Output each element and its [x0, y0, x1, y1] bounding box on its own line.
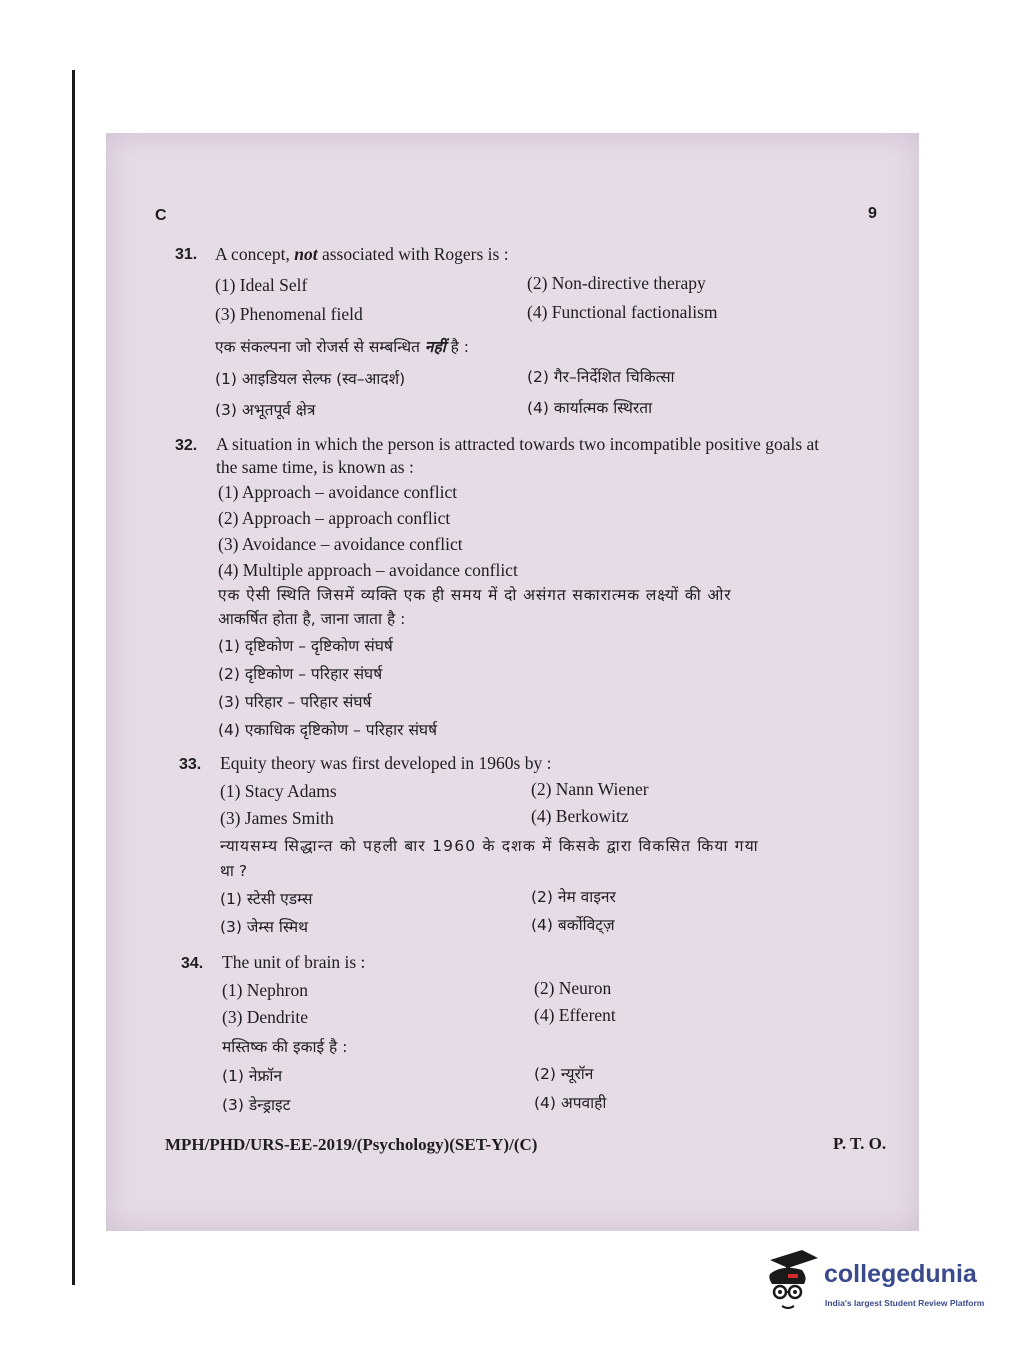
option-hi-3: (3) डेन्ड्राइट: [222, 1096, 291, 1114]
option-hi-2: (2) न्यूरॉन: [534, 1065, 594, 1083]
question-text-hi-line1: न्यायसम्य सिद्धान्त को पहली बार 1960 के दशक में किसके द्वारा विकसित किया गया: [220, 837, 759, 855]
brand-name: collegedunia: [824, 1260, 977, 1288]
question-text-hi-line2: था ?: [220, 862, 248, 880]
question-number: 32.: [175, 437, 198, 454]
option-en-3: (3) Avoidance – avoidance conflict: [218, 534, 463, 554]
option-hi-4: (4) अपवाही: [534, 1094, 607, 1112]
scan-edge: [72, 70, 75, 1285]
question-text-en-line2: the same time, is known as :: [216, 457, 414, 477]
option-hi-3: (3) परिहार – परिहार संघर्ष: [218, 693, 372, 711]
question-number: 34.: [181, 955, 204, 972]
question-text-en: Equity theory was first developed in 1960s by :: [220, 753, 552, 773]
set-letter: C: [155, 207, 167, 224]
option-hi-2: (2) नेम वाइनर: [531, 888, 616, 906]
question-text-en: The unit of brain is :: [222, 952, 366, 972]
brand-tagline: India's largest Student Review Platform: [825, 1298, 985, 1308]
collegedunia-watermark: [762, 1248, 1002, 1328]
option-en-4: (4) Functional factionalism: [527, 302, 718, 322]
question-text-en-line1: A situation in which the person is attracted towards two incompatible positive goals at: [216, 434, 820, 454]
option-en-4: (4) Efferent: [534, 1005, 616, 1025]
option-hi-3: (3) जेम्स स्मिथ: [220, 918, 309, 936]
option-en-2: (2) Approach – approach conflict: [218, 508, 451, 528]
option-hi-3: (3) अभूतपूर्व क्षेत्र: [215, 401, 316, 419]
question-text-hi-line1: एक ऐसी स्थिति जिसमें व्यक्ति एक ही समय में दो असंगत सकारात्मक लक्ष्यों की ओर: [218, 586, 732, 604]
paper-code: MPH/PHD/URS-EE-2019/(Psychology)(SET-Y)/(C): [165, 1135, 538, 1154]
option-hi-1: (1) स्टेसी एडम्स: [220, 890, 313, 908]
option-en-1: (1) Nephron: [222, 980, 309, 1000]
option-en-2: (2) Neuron: [534, 978, 612, 998]
option-en-4: (4) Multiple approach – avoidance conflict: [218, 560, 518, 580]
option-hi-1: (1) आइडियल सेल्फ (स्व–आदर्श): [215, 370, 406, 388]
question-text-hi: मस्तिष्क की इकाई है :: [222, 1038, 348, 1056]
mascot-icon: [762, 1248, 822, 1328]
question-text-hi-line2: आकर्षित होता है, जाना जाता है :: [218, 610, 406, 628]
option-en-4: (4) Berkowitz: [531, 806, 629, 826]
option-hi-1: (1) नेफ्रॉन: [222, 1067, 283, 1085]
question-number: 33.: [179, 756, 202, 773]
question-text-en: A concept, not associated with Rogers is :: [215, 244, 509, 264]
option-en-1: (1) Approach – avoidance conflict: [218, 482, 458, 502]
option-en-3: (3) Phenomenal field: [215, 304, 363, 324]
option-en-3: (3) James Smith: [220, 808, 334, 828]
option-en-1: (1) Stacy Adams: [220, 781, 337, 801]
option-en-3: (3) Dendrite: [222, 1007, 309, 1027]
option-hi-4: (4) कार्यात्मक स्थिरता: [527, 399, 653, 417]
option-en-1: (1) Ideal Self: [215, 275, 308, 295]
question-number: 31.: [175, 246, 198, 263]
page-number: 9: [868, 205, 877, 222]
option-hi-2: (2) दृष्टिकोण – परिहार संघर्ष: [218, 665, 383, 683]
pto-label: P. T. O.: [833, 1134, 887, 1153]
scan-edge-top: [72, 70, 75, 72]
option-hi-4: (4) एकाधिक दृष्टिकोण – परिहार संघर्ष: [218, 721, 438, 739]
option-hi-2: (2) गैर–निर्देशित चिकित्सा: [527, 368, 675, 386]
option-en-2: (2) Nann Wiener: [531, 779, 649, 799]
option-hi-4: (4) बर्कोविट्ज़: [531, 916, 615, 934]
question-text-hi: एक संकल्पना जो रोजर्स से सम्बन्धित नहीं है :: [215, 338, 470, 356]
option-hi-1: (1) दृष्टिकोण – दृष्टिकोण संघर्ष: [218, 637, 393, 655]
option-en-2: (2) Non-directive therapy: [527, 273, 706, 293]
